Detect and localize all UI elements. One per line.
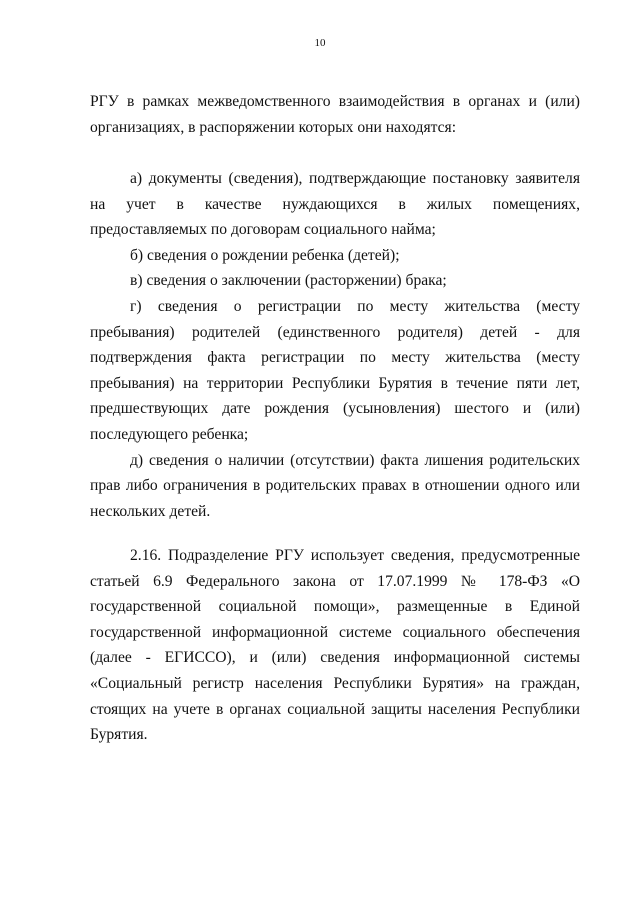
intro-paragraph: РГУ в рамках межведомственного взаимодействия в органах и (или) организациях, в распоряжении которых они находятся: [90, 93, 580, 136]
list-item-b: б) сведения о рождении ребенка (детей); [130, 246, 400, 264]
list-item-d: г) сведения о регистрации по месту жительства (месту пребывания) родителей (единственного родителя) детей - для подтверждения факта регистрации по месту жительства (месту пребывания) на территории Республики Бурятия в течение пяти лет, предшествующих дате рождения (усыновления) шестого и (или) последующего ребенка; [90, 297, 580, 443]
intro-paragraph-block [90, 89, 580, 140]
page-number: 10 [314, 37, 326, 49]
documents-list [90, 166, 580, 524]
list-item-a: а) документы (сведения), подтверждающие постановку заявителя на учет в качестве нуждающихся в жилых помещениях, предоставляемых по договорам социального найма; [90, 170, 580, 239]
list-item-e: д) сведения о наличии (отсутствии) факта лишения родительских прав либо ограничения в родительских правах в отношении одного или нескольких детей. [90, 451, 580, 520]
section-2-16-block [90, 543, 580, 748]
list-item-c: в) сведения о заключении (расторжении) брака; [130, 272, 447, 290]
section-2-16-paragraph: 2.16. Подразделение РГУ использует сведения, предусмотренные статьей 6.9 Федерального закона от 17.07.1999 № 178-ФЗ «О государственной социальной помощи», размещенные в Единой государственной информационной системе социального обеспечения (далее - ЕГИССО), и (или) сведения информационной системы «Социальный регистр населения Республики Бурятия» на граждан, стоящих на учете в органах социальной защиты населения Республики Бурятия. [90, 547, 580, 744]
